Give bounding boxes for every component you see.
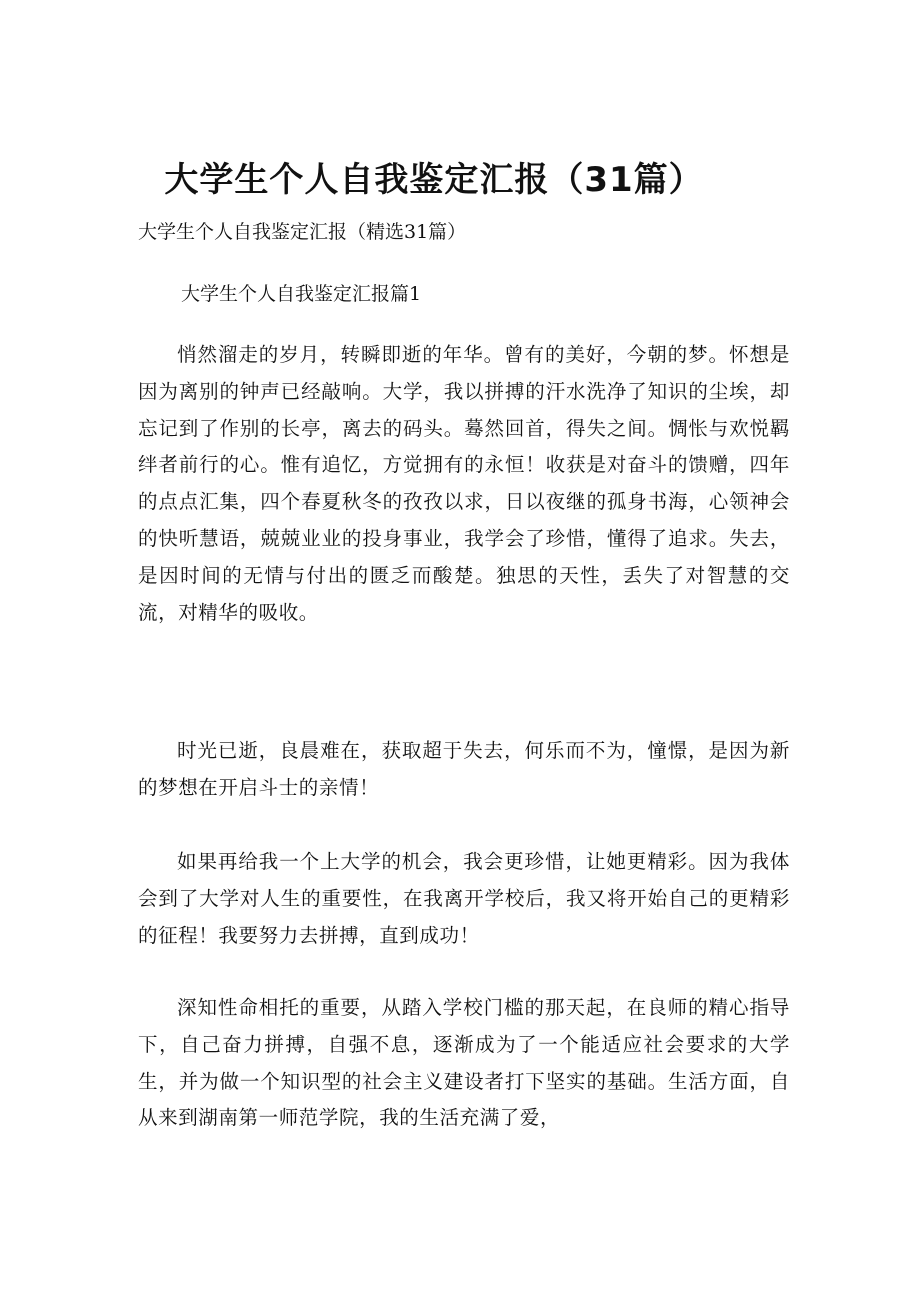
body-paragraph: 悄然溜走的岁月，转瞬即逝的年华。曾有的美好，今朝的梦。怀想是因为离别的钟声已经敲响。大学，我以拼搏的汗水洗净了知识的尘埃，却忘记到了作别的长亭，离去的码头。蓦然回首，得失之间。惆怅与欢悦羁绊者前行的心。惟有追忆，方觉拥有的永恒！收获是对奋斗的馈赠，四年的点点汇集，四个春夏秋冬的孜孜以求，日以夜继的孤身书海，心领神会的快听慧语，兢兢业业的投身事业，我学会了珍惜，懂得了追求。失去，是因时间的无情与付出的匮乏而酸楚。独思的天性，丢失了对智慧的交流，对精华的吸收。 [138, 343, 790, 624]
document-title: 大学生个人自我鉴定汇报（31篇） [164, 160, 704, 200]
document-subtitle: 大学生个人自我鉴定汇报（精选31篇） [138, 221, 467, 243]
body-paragraph: 如果再给我一个上大学的机会，我会更珍惜，让她更精彩。因为我体会到了大学对人生的重要性，在我离开学校后，我又将开始自己的更精彩的征程！我要努力去拼搏，直到成功！ [138, 850, 790, 947]
body-paragraph: 深知性命相托的重要，从踏入学校门槛的那天起，在良师的精心指导下，自己奋力拼搏，自强不息，逐渐成为了一个能适应社会要求的大学生，并为做一个知识型的社会主义建设者打下坚实的基础。生活方面，自从来到湖南第一师范学院，我的生活充满了爱， [138, 996, 790, 1130]
body-paragraph: 时光已逝，良晨难在，获取超于失去，何乐而不为，憧憬，是因为新的梦想在开启斗士的亲情！ [138, 739, 790, 799]
section-heading: 大学生个人自我鉴定汇报篇1 [181, 283, 422, 305]
